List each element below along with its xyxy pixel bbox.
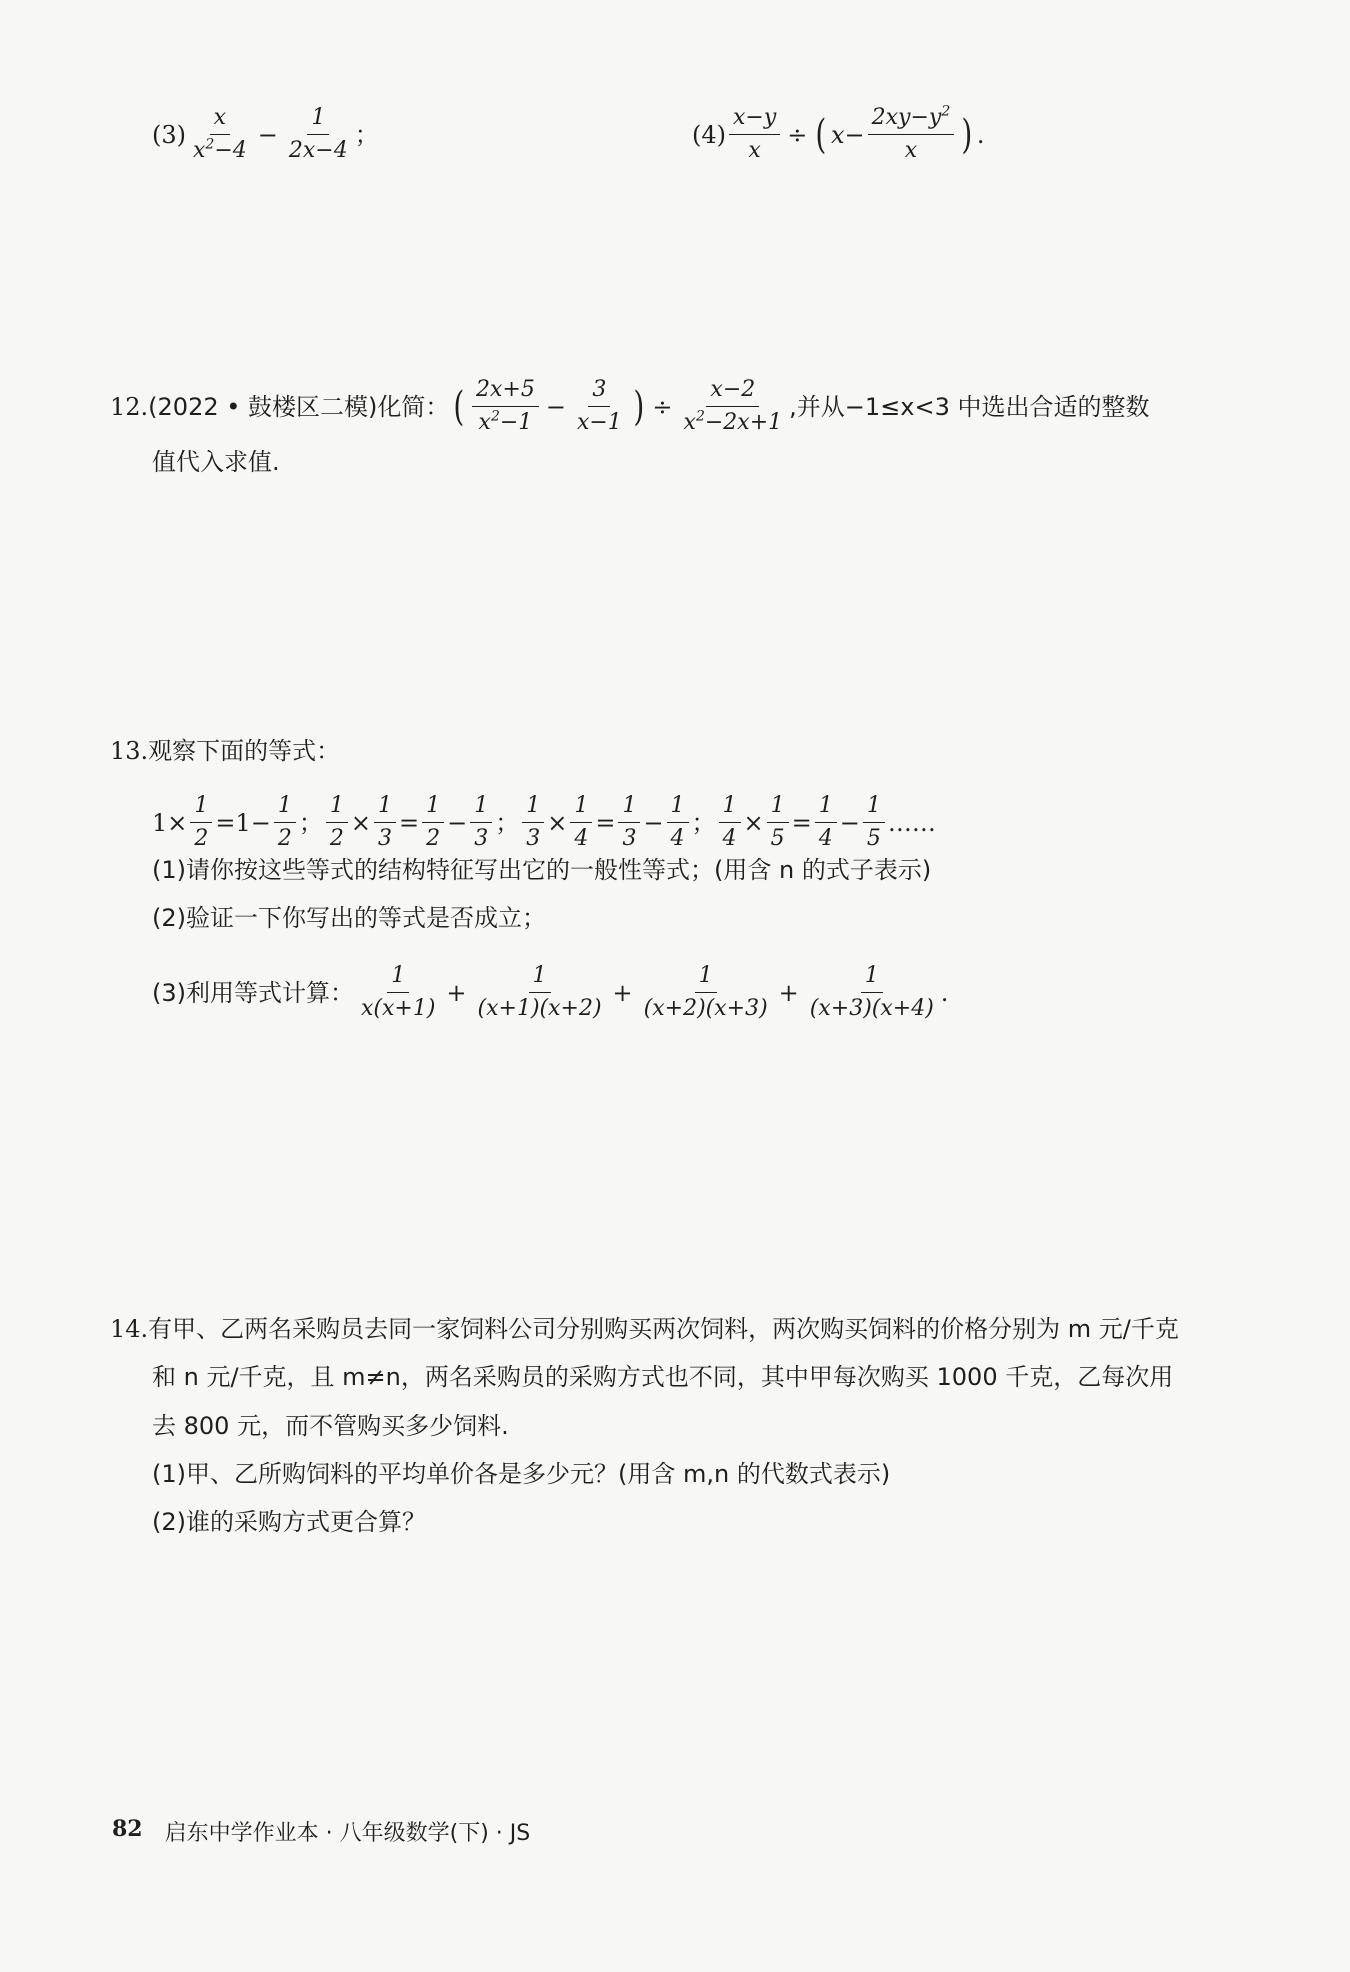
q11-part3-fraction-2: $\frac{1}{2x-4}$ bbox=[288, 105, 348, 163]
q13-eq1-frac-a: $\frac{1}{2}$ bbox=[190, 792, 212, 853]
q13-eq2-frac-a: $\frac{1}{2}$ bbox=[326, 792, 348, 853]
page-footer bbox=[112, 1816, 530, 1847]
q13-part3-label: (3)利用等式计算： bbox=[152, 978, 354, 1007]
q13-eq3-frac-e: $\frac{1}{4}$ bbox=[667, 792, 689, 853]
q13-eq4-frac-e: $\frac{1}{5}$ bbox=[863, 792, 885, 853]
q14-line3: 去 800 元，而不管购买多少饲料. bbox=[152, 1412, 509, 1440]
q13-eq2-frac-e: $\frac{1}{3}$ bbox=[470, 792, 492, 853]
q11-part4: (4) $\frac{x-y}{x}$ ÷ ( x− $\frac{2xy-y^2}{x}$ ) . bbox=[692, 103, 985, 163]
q13-number: 13. bbox=[110, 737, 149, 765]
q14-line1: 14. 有甲、乙两名采购员去同一家饲料公司分别购买两次饲料，两次购买饲料的价格分别为 m 元/千克 bbox=[110, 1312, 1179, 1346]
q13-sum-frac-3: $\frac{1}{(x+2)(x+3)}$ bbox=[643, 963, 768, 1021]
q13-eq1-frac-b: $\frac{1}{2}$ bbox=[274, 792, 296, 853]
q13-equations: 1× $\frac{1}{2}$ =1− $\frac{1}{2}$ ； $\frac{1}{2}$ × $\frac{1}{3}$ = $\frac{1}{2}$ − $\frac{1}{3}$ ； $\frac{1}{3}$ × $\frac{1}{4}$ = $\frac{1}{3}$ − $\frac{1}{4}$ ； $\frac{1}{4}$ × $\frac{1}{5}$ = $\frac{1}{4}$ − $\frac{1}{5}$ …… bbox=[152, 793, 936, 851]
q13-eq3-frac-c: $\frac{1}{4}$ bbox=[570, 792, 592, 853]
q13-part2: (2)验证一下你写出的等式是否成立； bbox=[152, 904, 546, 932]
page-number: 82 bbox=[112, 1816, 143, 1842]
q14-line2: 和 n 元/千克，且 m≠n，两名采购员的采购方式也不同，其中甲每次购买 1000 千克，乙每次用 bbox=[152, 1363, 1174, 1391]
q12-line1: 12. (2022 • 鼓楼区二模)化简： ( $\frac{2x+5}{x^2-1}$ − $\frac{3}{x-1}$ ) ÷ $\frac{x-2}{x^2-2x+1}$ ,并从−1≤x<3 中选出合适的整数 bbox=[110, 377, 1150, 435]
q13-sum-frac-2: $\frac{1}{(x+1)(x+2)}$ bbox=[477, 963, 602, 1021]
q13-eq2-frac-c: $\frac{1}{3}$ bbox=[374, 792, 396, 853]
q13-eq4-frac-a: $\frac{1}{4}$ bbox=[719, 792, 741, 853]
q12-instruction: ,并从−1≤x<3 中选出合适的整数 bbox=[789, 392, 1150, 421]
q13-part1: (1)请你按这些等式的结构特征写出它的一般性等式；(用含 n 的式子表示) bbox=[152, 856, 932, 884]
q11-part3: (3) $\frac{x}{x^2-4}$ − $\frac{1}{2x-4}$ ； bbox=[152, 105, 379, 163]
q13-part3: (3)利用等式计算： $\frac{1}{x(x+1)}$ + $\frac{1}{(x+1)(x+2)}$ + $\frac{1}{(x+2)(x+3)}$ + $\frac{1}{(x+3)(x+4)}$ . bbox=[152, 963, 949, 1021]
q11-part4-fraction-2: $\frac{2xy-y^2}{x}$ bbox=[868, 104, 955, 165]
q12-number: 12. bbox=[110, 392, 149, 421]
q13-eq4-frac-c: $\frac{1}{5}$ bbox=[767, 792, 789, 853]
q13-sum-frac-1: $\frac{1}{x(x+1)}$ bbox=[361, 963, 436, 1021]
q13-eq3-frac-a: $\frac{1}{3}$ bbox=[522, 792, 544, 853]
q13-eq3-frac-d: $\frac{1}{3}$ bbox=[618, 792, 640, 853]
q13-title: 观察下面的等式： bbox=[148, 737, 341, 765]
q13-title-line bbox=[110, 734, 340, 768]
q13-sum-frac-4: $\frac{1}{(x+3)(x+4)}$ bbox=[809, 963, 934, 1021]
q11-part3-label: (3) bbox=[152, 120, 186, 149]
q13-eq4-frac-d: $\frac{1}{4}$ bbox=[815, 792, 837, 853]
q12-fraction-3: $\frac{x-2}{x^2-2x+1}$ bbox=[683, 377, 783, 435]
q12-fraction-1: $\frac{2x+5}{x^2-1}$ bbox=[472, 376, 539, 437]
q14-part1: (1)甲、乙所购饲料的平均单价各是多少元？(用含 m,n 的代数式表示) bbox=[152, 1460, 891, 1488]
q11-part4-label: (4) bbox=[692, 120, 726, 149]
q12-fraction-2: $\frac{3}{x-1}$ bbox=[576, 377, 622, 435]
q14-part2: (2)谁的采购方式更合算？ bbox=[152, 1508, 426, 1536]
q11-part4-fraction-1: $\frac{x-y}{x}$ bbox=[729, 104, 780, 165]
q12-line2: 值代入求值. bbox=[152, 448, 280, 476]
q12-source: (2022 • 鼓楼区二模)化简： bbox=[148, 392, 450, 421]
q11-part3-fraction-1: $\frac{x}{x^2-4}$ bbox=[193, 105, 247, 163]
q13-eq2-frac-d: $\frac{1}{2}$ bbox=[422, 792, 444, 853]
book-title: 启东中学作业本 · 八年级数学(下) · JS bbox=[164, 1821, 531, 1846]
q14-number: 14. bbox=[110, 1315, 149, 1343]
